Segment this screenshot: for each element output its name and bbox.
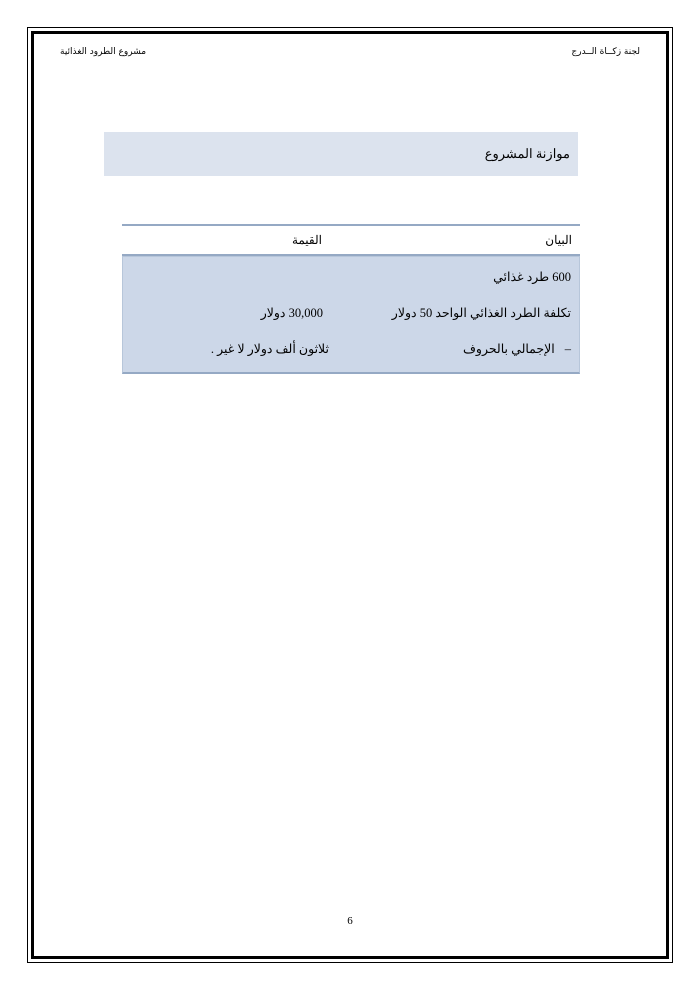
cell-description: تكلفة الطرد الغذائي الواحد 50 دولار: [391, 306, 571, 320]
table-header-row: [122, 224, 580, 256]
header-project-name: مشروع الطرود الغذائية: [60, 47, 147, 57]
column-header-description: البيان: [545, 233, 572, 247]
table-row: [131, 301, 571, 337]
page-title: موازنة المشروع: [484, 146, 570, 161]
cell-value: ثلاثون ألف دولار لا غير .: [210, 342, 329, 356]
list-dash-marker: –: [564, 342, 571, 356]
section-title-band: [104, 132, 578, 176]
header-organization-name: لجنة زكــاة الــدرج: [571, 47, 640, 57]
column-header-value: القيمة: [291, 233, 322, 247]
running-header: [60, 42, 640, 62]
cell-description: 600 طرد غذائي: [493, 270, 571, 284]
table-body: [122, 256, 580, 374]
table-row: [131, 265, 571, 301]
page-number: 6: [347, 915, 353, 927]
budget-table: [122, 224, 580, 374]
cell-value: 30,000 دولار: [260, 306, 323, 320]
cell-description-text: الإجمالي بالحروف: [462, 342, 555, 356]
table-row: [131, 337, 571, 373]
cell-description: [463, 341, 571, 357]
